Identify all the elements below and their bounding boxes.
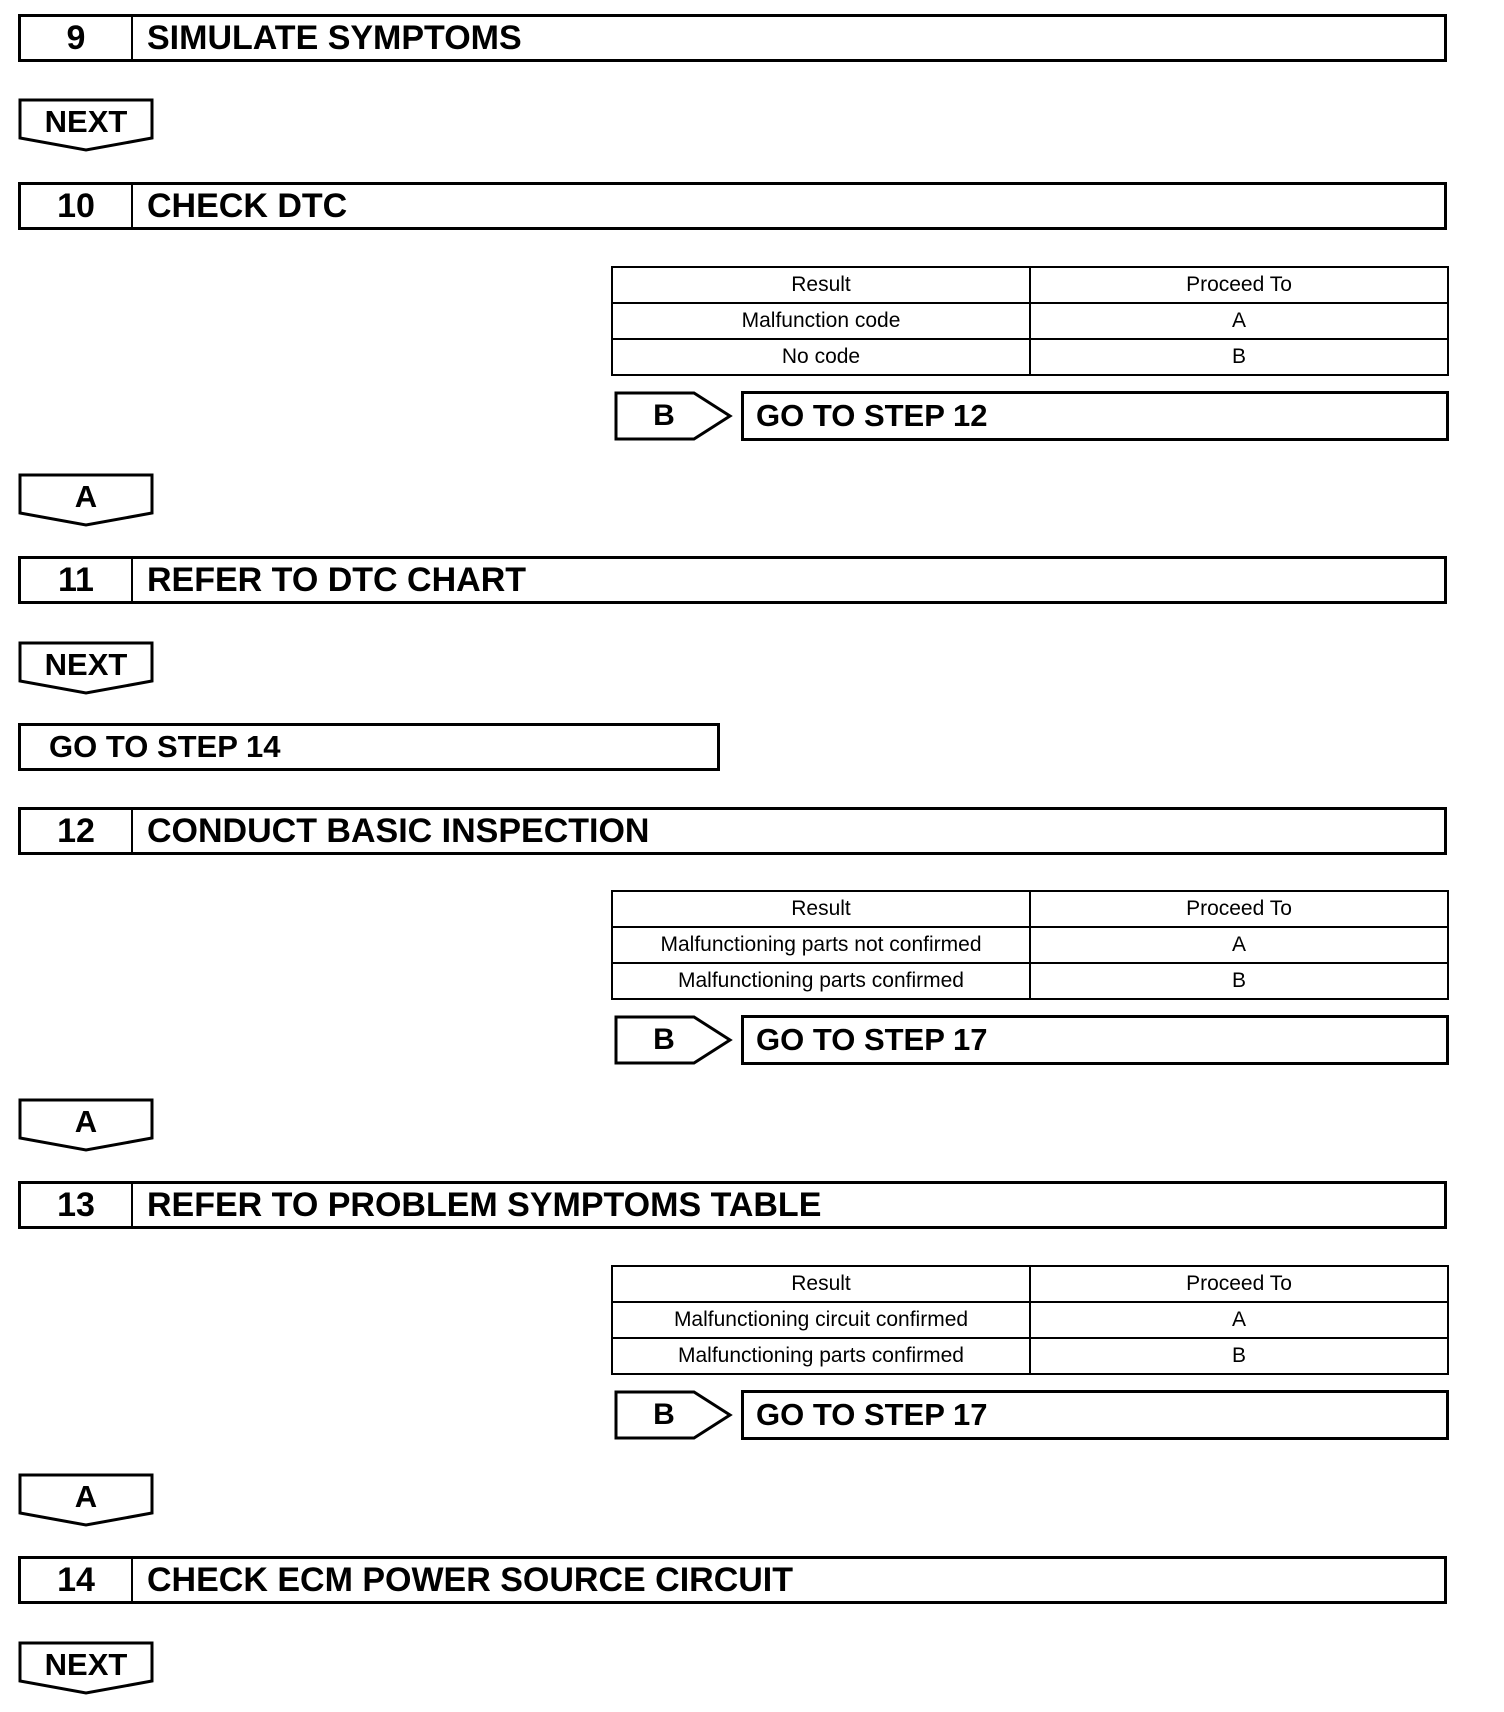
a-arrow (18, 1098, 154, 1152)
a-label: A (74, 1104, 98, 1139)
goto-step-box: GO TO STEP 17 (741, 1015, 1449, 1065)
table-header-result: Result (612, 267, 1030, 303)
goto-step-14-box: GO TO STEP 14 (18, 723, 720, 771)
branch-b-step-13 (614, 1390, 1449, 1440)
table-row (612, 1338, 1448, 1374)
next-label: NEXT (44, 104, 128, 139)
table-cell-proceed: B (1030, 339, 1448, 375)
step-title: CHECK ECM POWER SOURCE CIRCUIT (147, 1560, 794, 1599)
table-header-proceed: Proceed To (1030, 267, 1448, 303)
step-13-header (18, 1181, 1447, 1229)
step-number: 13 (21, 1184, 133, 1226)
next-arrow (18, 641, 154, 695)
step-title: REFER TO PROBLEM SYMPTOMS TABLE (147, 1185, 822, 1224)
next-label: NEXT (44, 1647, 128, 1682)
table-row (612, 339, 1448, 375)
table-row (612, 927, 1448, 963)
step-number: 11 (21, 559, 133, 601)
next-arrow (18, 1641, 154, 1695)
table-cell-proceed: B (1030, 963, 1448, 999)
table-cell-proceed: A (1030, 927, 1448, 963)
a-arrow (18, 1473, 154, 1527)
branch-b-label: B (653, 1398, 675, 1431)
table-header-result: Result (612, 891, 1030, 927)
step-title: CHECK DTC (147, 186, 348, 225)
table-header-result: Result (612, 1266, 1030, 1302)
table-cell-proceed: B (1030, 1338, 1448, 1374)
branch-b-label: B (653, 399, 675, 432)
result-table-step-13 (611, 1265, 1449, 1375)
step-11-header (18, 556, 1447, 604)
table-row (612, 963, 1448, 999)
table-cell-result: Malfunctioning parts confirmed (612, 1338, 1030, 1374)
table-cell-result: Malfunctioning parts confirmed (612, 963, 1030, 999)
goto-step-box: GO TO STEP 17 (741, 1390, 1449, 1440)
next-label: NEXT (44, 647, 128, 682)
step-number: 9 (21, 17, 133, 59)
step-10-header (18, 182, 1447, 230)
step-number: 10 (21, 185, 133, 227)
a-arrow (18, 473, 154, 527)
step-number: 14 (21, 1559, 133, 1601)
table-cell-result: Malfunctioning parts not confirmed (612, 927, 1030, 963)
table-row (612, 1302, 1448, 1338)
a-label: A (74, 1479, 98, 1514)
table-cell-proceed: A (1030, 303, 1448, 339)
branch-b-step-12 (614, 1015, 1449, 1065)
step-title: REFER TO DTC CHART (147, 560, 527, 599)
table-row (612, 303, 1448, 339)
table-cell-proceed: A (1030, 1302, 1448, 1338)
table-header-proceed: Proceed To (1030, 891, 1448, 927)
step-number: 12 (21, 810, 133, 852)
table-header-proceed: Proceed To (1030, 1266, 1448, 1302)
a-label: A (74, 479, 98, 514)
step-9-header (18, 14, 1447, 62)
step-title: SIMULATE SYMPTOMS (147, 18, 522, 57)
step-12-header (18, 807, 1447, 855)
step-title: CONDUCT BASIC INSPECTION (147, 811, 650, 850)
table-cell-result: No code (612, 339, 1030, 375)
branch-b-label: B (653, 1023, 675, 1056)
result-table-step-12 (611, 890, 1449, 1000)
table-header-row (612, 1266, 1448, 1302)
table-cell-result: Malfunctioning circuit confirmed (612, 1302, 1030, 1338)
table-header-row (612, 891, 1448, 927)
branch-b-step-10 (614, 391, 1449, 441)
table-cell-result: Malfunction code (612, 303, 1030, 339)
result-table-step-10 (611, 266, 1449, 376)
table-header-row (612, 267, 1448, 303)
step-14-header (18, 1556, 1447, 1604)
goto-step-box: GO TO STEP 12 (741, 391, 1449, 441)
next-arrow (18, 98, 154, 152)
